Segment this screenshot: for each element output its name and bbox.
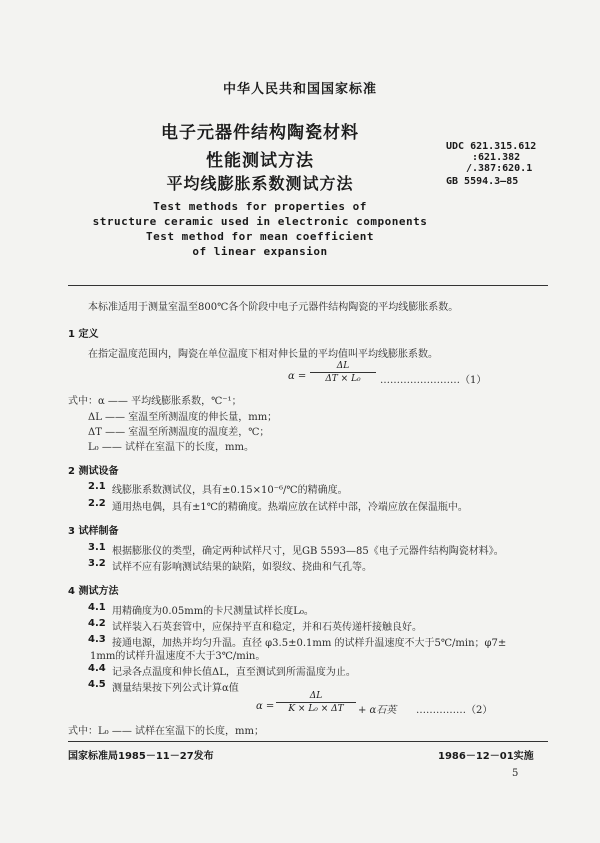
section-4-heading: 4 测试方法	[68, 586, 119, 597]
title-en-line-2: structure ceramic used in electronic components	[92, 215, 428, 228]
item-3-2-number: 3.2	[88, 558, 106, 569]
title-en-line-1: Test methods for properties of	[153, 200, 367, 213]
item-4-5-number: 4.5	[88, 679, 106, 690]
effective-date: 1986－12－01实施	[438, 751, 534, 762]
title-cn-line-2: 性能测试方法	[206, 151, 314, 171]
udc-line-1: UDC 621.315.612	[446, 141, 537, 152]
item-2-2-text: 通用热电偶，具有±1℃的精确度。热端应放在试样中部，冷端应放在保温瓶中。	[112, 502, 468, 513]
scope-paragraph: 本标准适用于测量室温至800℃各个阶段中电子元器件结构陶瓷的平均线膨胀系数。	[88, 302, 459, 313]
eq1-lhs: α =	[288, 371, 307, 382]
issuing-nation: 中华人民共和国国家标准	[222, 82, 377, 97]
eq2-tail: + α石英	[358, 705, 397, 716]
udc-line-3: /.387:620.1	[466, 163, 533, 174]
footer-rule	[68, 741, 548, 742]
item-4-1-number: 4.1	[88, 602, 106, 613]
header-rule	[68, 285, 548, 286]
eq2-number: ……………（2）	[416, 705, 493, 716]
item-3-1-number: 3.1	[88, 542, 106, 553]
where-l0: L₀ —— 试样在室温下的长度，mm。	[88, 442, 254, 453]
item-4-3-number: 4.3	[88, 634, 106, 645]
item-4-2-text: 试样装入石英套管中，应保持平直和稳定，并和石英传递杆接触良好。	[112, 622, 422, 633]
eq1-number: ……………………（1）	[380, 375, 487, 386]
item-3-1-text: 根据膨胀仪的类型，确定两种试样尺寸，见GB 5593—85《电子元器件结构陶瓷材料》。	[112, 546, 504, 557]
item-2-2-number: 2.2	[88, 498, 106, 509]
title-en-line-3: Test method for mean coefficient	[146, 230, 374, 243]
eq1-denominator: ΔT × L₀	[310, 372, 376, 384]
title-en-line-4: of linear expansion	[192, 245, 328, 258]
item-4-4-text: 记录各点温度和伸长值ΔL，直至测试到所需温度为止。	[112, 667, 356, 678]
eq2-denominator: K × L₀ × ΔT	[276, 702, 356, 714]
item-4-3-text-cont: 1mm的试样升温速度不大于3℃/min。	[90, 651, 266, 662]
eq1-numerator: ΔL	[336, 361, 350, 371]
issue-date: 国家标准局1985－11－27发布	[68, 751, 214, 762]
item-4-2-number: 4.2	[88, 618, 106, 629]
item-3-2-text: 试样不应有影响测试结果的缺陷，如裂纹、挠曲和气孔等。	[112, 562, 372, 573]
gb-number: GB 5594.3—85	[446, 176, 519, 187]
eq2-lhs: α =	[256, 701, 275, 712]
where-delta-t: ΔT —— 室温至所测温度的温度差，℃；	[88, 427, 270, 438]
udc-line-2: :621.382	[472, 152, 521, 163]
where-l0-2: 式中：L₀ —— 试样在室温下的长度，mm；	[68, 726, 264, 737]
item-4-1-text: 用精确度为0.05mm的卡尺测量试样长度L₀。	[112, 606, 314, 617]
where-alpha: 式中：α —— 平均线膨胀系数，℃⁻¹；	[68, 396, 242, 407]
page-number: 5	[512, 768, 519, 779]
where-delta-l: ΔL —— 室温至所测温度的伸长量，mm；	[88, 412, 278, 423]
title-cn-line-1: 电子元器件结构陶瓷材料	[161, 123, 359, 143]
title-cn-line-3: 平均线膨胀系数测试方法	[166, 174, 354, 193]
section-3-heading: 3 试样制备	[68, 526, 119, 537]
eq1-fraction	[310, 361, 376, 384]
eq2-numerator: ΔL	[309, 691, 323, 701]
item-4-5-text: 测量结果按下列公式计算α值	[112, 683, 239, 694]
item-2-1-number: 2.1	[88, 481, 106, 492]
item-4-3-text: 接通电源，加热并均匀升温。直径 φ3.5±0.1mm 的试样升温速度不大于5℃/min；φ7±	[112, 638, 507, 649]
eq2-fraction	[276, 691, 356, 714]
item-4-4-number: 4.4	[88, 663, 106, 674]
definition-text: 在指定温度范围内，陶瓷在单位温度下相对伸长量的平均值叫平均线膨胀系数。	[88, 349, 438, 360]
section-1-heading: 1 定义	[68, 329, 99, 340]
section-2-heading: 2 测试设备	[68, 466, 119, 477]
item-2-1-text: 线膨胀系数测试仪，具有±0.15×10⁻⁶/℃的精确度。	[112, 485, 348, 496]
